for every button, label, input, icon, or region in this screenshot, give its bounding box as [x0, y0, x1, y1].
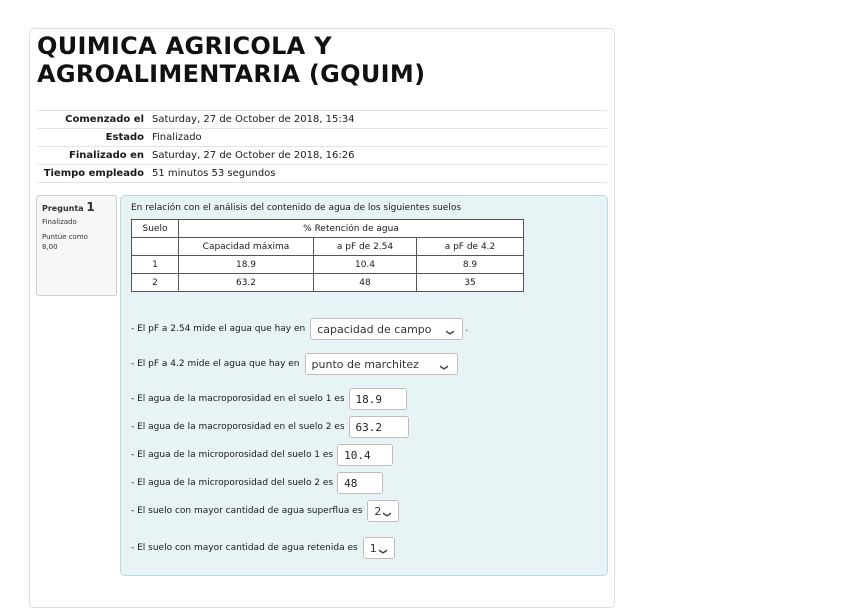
micro-soil1-input[interactable]: 10.4 [337, 444, 393, 466]
item-text: - El agua de la macroporosidad en el suelo 1 es [131, 394, 345, 404]
table-cell: 63.2 [179, 274, 314, 292]
summary-label: Comenzado el [37, 111, 148, 129]
question-state: Finalizado [42, 218, 77, 226]
table-cell: 10.4 [314, 256, 417, 274]
table-cell: 48 [314, 274, 417, 292]
table-cell: 2 [132, 274, 179, 292]
macro-soil1-input[interactable]: 18.9 [349, 388, 407, 410]
chevron-down-icon: ❯ [445, 328, 455, 336]
attempt-summary [37, 110, 607, 183]
summary-row-started [37, 111, 607, 129]
subheader-pf42: a pF de 4.2 [417, 238, 524, 256]
chevron-down-icon: ❯ [378, 547, 388, 555]
table-header-row [132, 220, 524, 238]
item-text: - El pF a 2.54 mide el agua que hay en [131, 324, 306, 334]
chevron-down-icon: ❯ [383, 510, 393, 518]
summary-value: Finalizado [148, 129, 607, 147]
summary-label: Estado [37, 129, 148, 147]
table-cell: 35 [417, 274, 524, 292]
item-text: - El suelo con mayor cantidad de agua superflua es [131, 506, 363, 516]
summary-row-state [37, 129, 607, 147]
course-title: QUIMICA AGRICOLA Y AGROALIMENTARIA (GQUIM) [37, 32, 426, 88]
select-value: punto de marchitez [311, 357, 419, 371]
item-micro-1 [131, 444, 393, 466]
superflua-select[interactable] [367, 500, 399, 522]
select-value: 1 [369, 541, 377, 555]
question-number-value: 1 [86, 200, 95, 214]
question-intro: En relación con el análisis del contenido de agua de los siguientes suelos [131, 203, 462, 213]
grade-value: 8,00 [42, 243, 58, 251]
item-macro-1 [131, 388, 407, 410]
select-value: capacidad de campo [317, 322, 432, 336]
table-cell: 1 [132, 256, 179, 274]
item-text: - El pF a 4.2 mide el agua que hay en [131, 359, 300, 369]
item-pf254 [131, 318, 468, 340]
subheader-pf254: a pF de 2.54 [314, 238, 417, 256]
header-suelo: Suelo [132, 220, 179, 238]
table-row [132, 256, 524, 274]
retenida-select[interactable] [363, 537, 395, 559]
question-number [42, 200, 111, 214]
subheader-capacity: Capacidad máxima [179, 238, 314, 256]
summary-value: Saturday, 27 de October de 2018, 16:26 [148, 147, 607, 165]
item-suffix: . [465, 324, 469, 334]
table-subheader-row [132, 238, 524, 256]
question-label: Pregunta [42, 204, 84, 213]
summary-label: Tiempo empleado [37, 165, 148, 183]
pf254-select[interactable] [310, 318, 463, 340]
select-value: 2 [374, 504, 382, 518]
table-cell: 8.9 [417, 256, 524, 274]
item-retenida [131, 537, 395, 559]
grade-label: Puntúe como [42, 233, 88, 241]
summary-value: 51 minutos 53 segundos [148, 165, 607, 183]
table-cell: 18.9 [179, 256, 314, 274]
empty-cell [132, 238, 179, 256]
pf42-select[interactable] [305, 353, 458, 375]
table-row [132, 274, 524, 292]
header-retention: % Retención de agua [179, 220, 524, 238]
item-text: - El suelo con mayor cantidad de agua retenida es [131, 543, 358, 553]
item-superflua [131, 500, 399, 522]
item-text: - El agua de la microporosidad del suelo 2 es [131, 478, 334, 488]
summary-label: Finalizado en [37, 147, 148, 165]
summary-row-time [37, 165, 607, 183]
question-grade [42, 232, 111, 252]
soil-data-table [131, 219, 524, 292]
chevron-down-icon: ❯ [439, 363, 449, 371]
item-macro-2 [131, 416, 409, 438]
item-text: - El agua de la macroporosidad en el suelo 2 es [131, 422, 345, 432]
micro-soil2-input[interactable]: 48 [337, 472, 383, 494]
macro-soil2-input[interactable]: 63.2 [349, 416, 409, 438]
item-pf42 [131, 353, 458, 375]
item-micro-2 [131, 472, 383, 494]
summary-value: Saturday, 27 de October de 2018, 15:34 [148, 111, 607, 129]
item-text: - El agua de la microporosidad del suelo 1 es [131, 450, 334, 460]
question-info-box [36, 195, 117, 296]
summary-row-finished [37, 147, 607, 165]
